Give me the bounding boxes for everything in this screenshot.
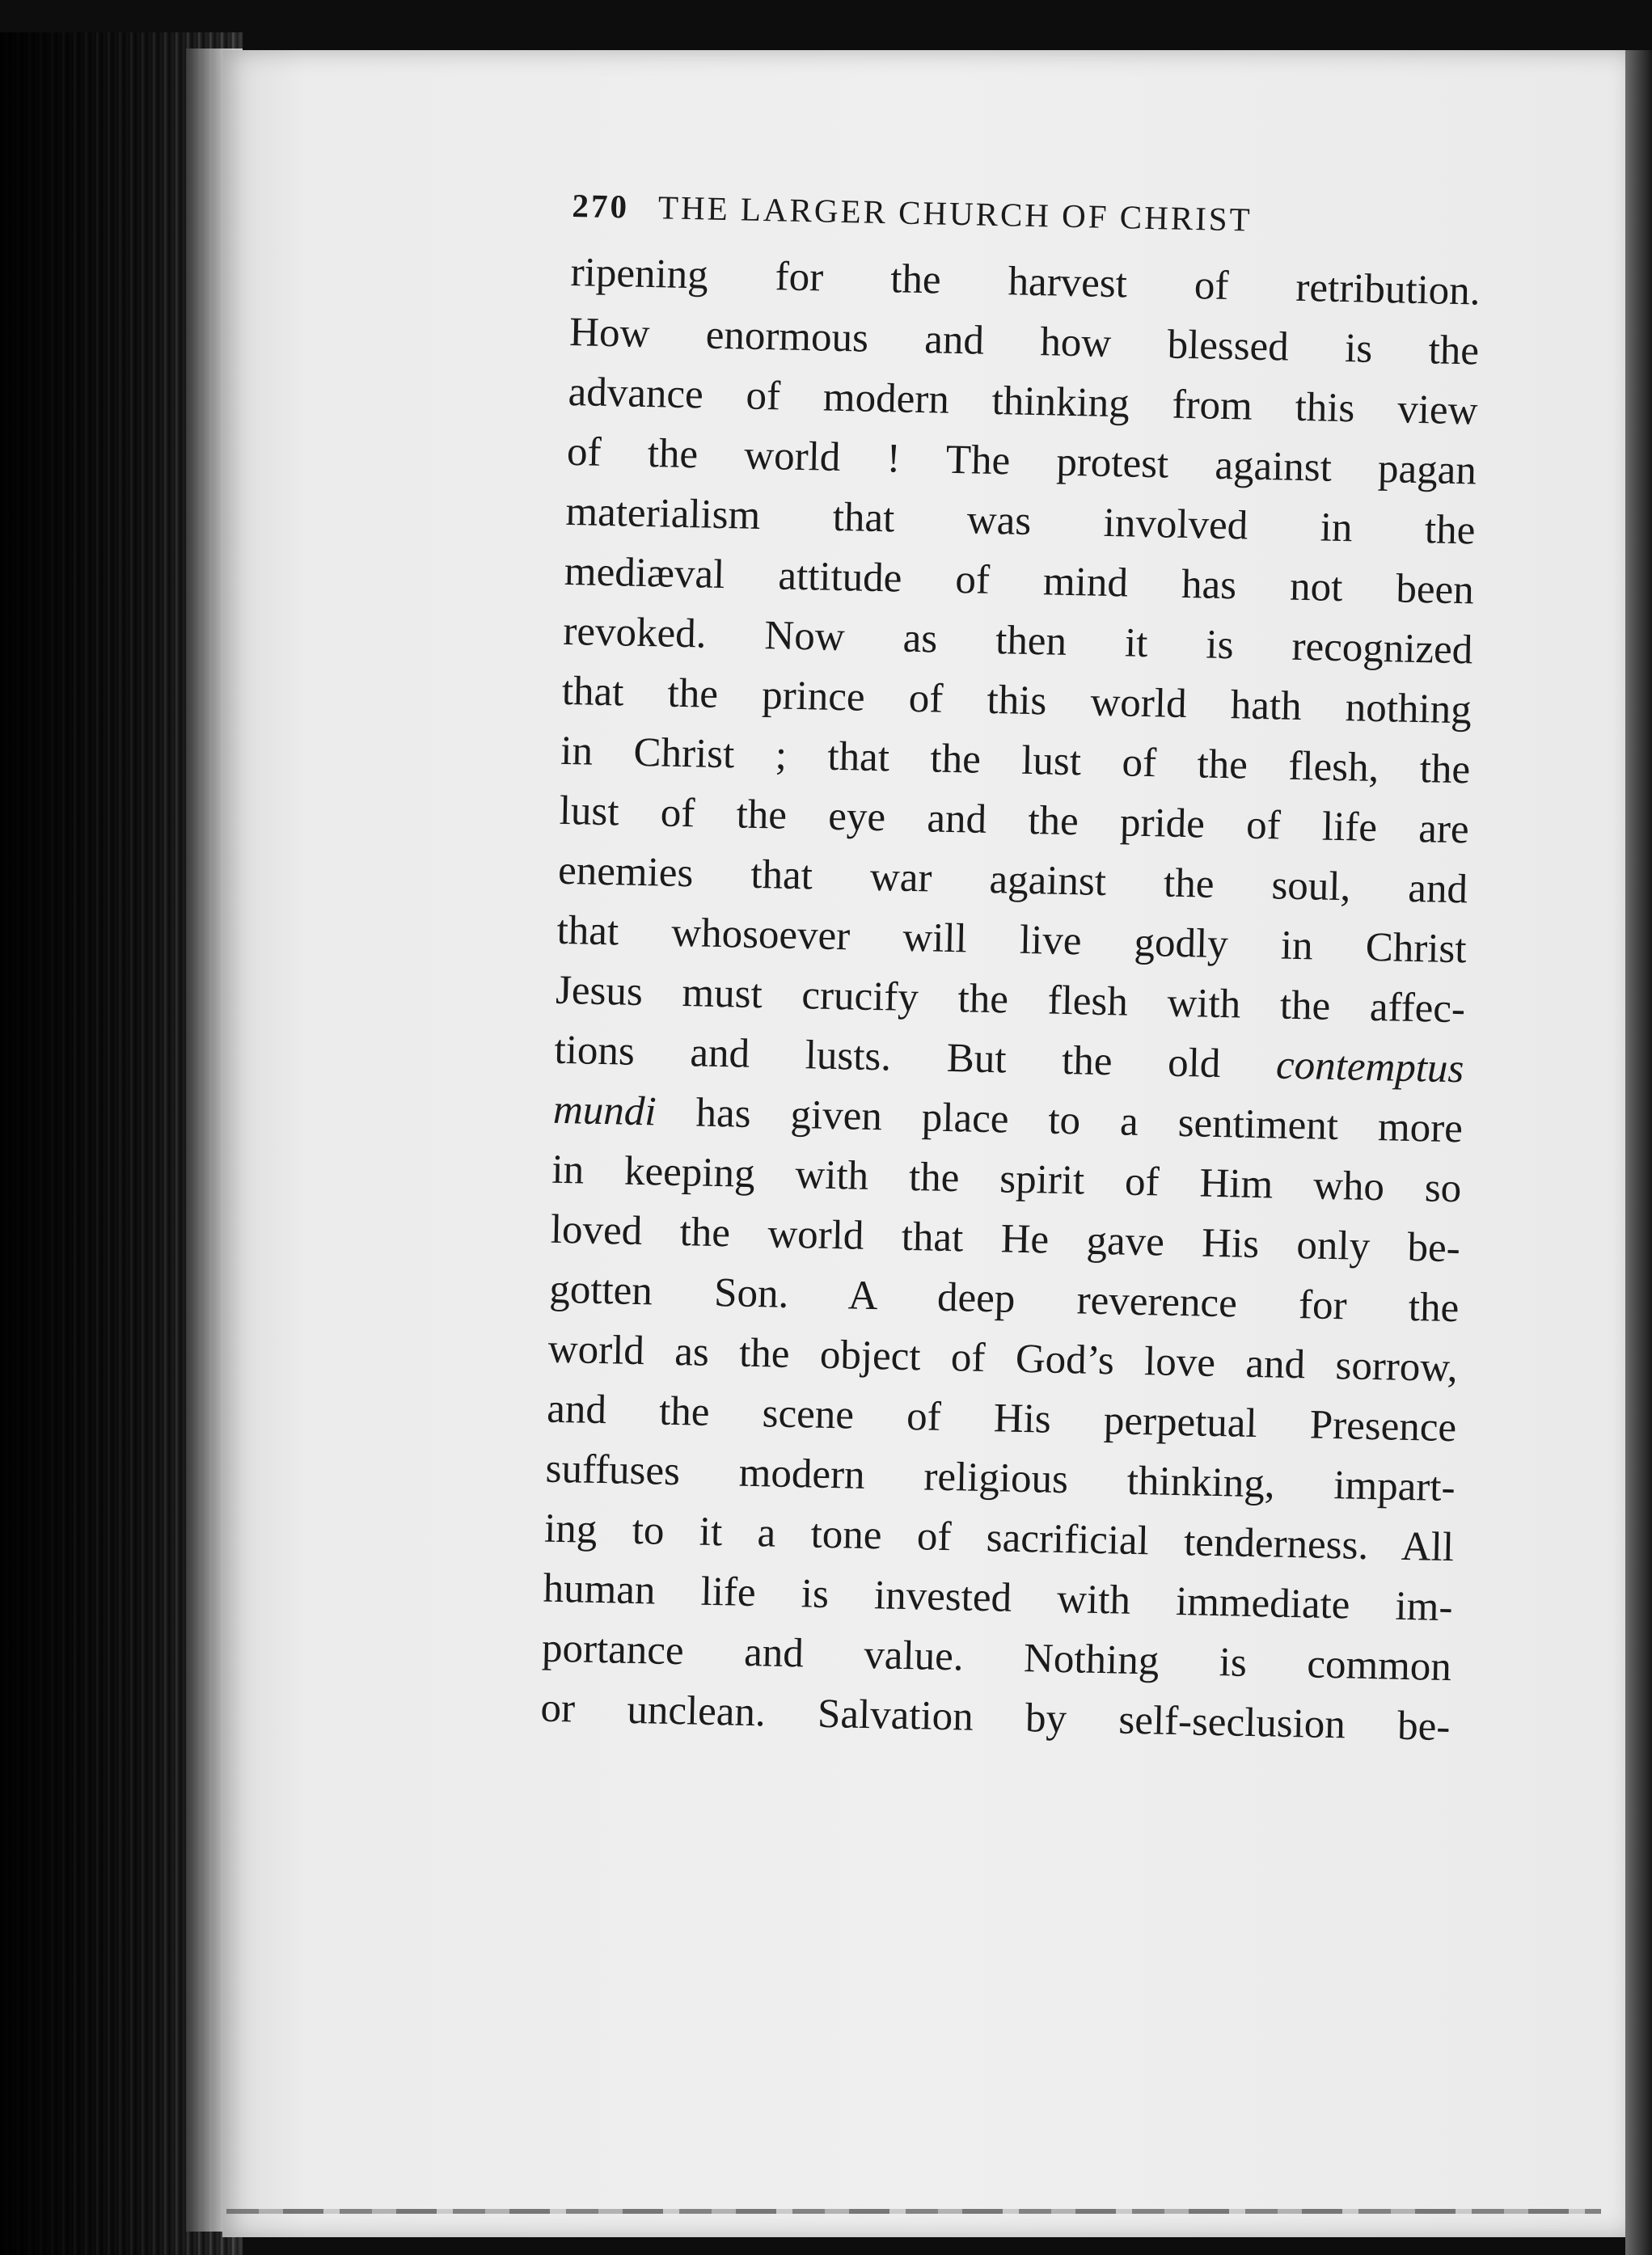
running-title: THE LARGER CHURCH OF CHRIST <box>657 188 1253 239</box>
text-line: in Christ ; that the lust of the flesh, the <box>560 728 1471 793</box>
text-line-start: tions and lusts. But the old <box>554 1027 1221 1087</box>
bottom-edge <box>226 2209 1601 2214</box>
text-line: ripening for the harvest of retribution. <box>570 249 1481 315</box>
text-line: ing to it a tone of sacrificial tenderness. All <box>543 1505 1455 1571</box>
text-line-end: has given place to a sentiment more <box>695 1090 1464 1152</box>
text-line: revoked. Now as then it is recognized <box>562 608 1473 674</box>
text-line: advance of modern thinking from this view <box>568 369 1478 434</box>
text-line: gotten Son. A deep reverence for the <box>548 1266 1460 1332</box>
text-line: in keeping with the spirit of Him who so <box>551 1147 1462 1212</box>
text-line: materialism that was involved in the <box>564 488 1476 554</box>
text-line: human life is invested with immediate im- <box>543 1565 1454 1631</box>
italic-phrase: contemptus <box>1275 1042 1464 1092</box>
text-line: suffuses modern religious thinking, impart- <box>545 1446 1456 1511</box>
text-line: world as the object of God’s love and sorrow, <box>547 1326 1459 1391</box>
text-line: How enormous and how blessed is the <box>568 309 1480 374</box>
text-line: mediæval attitude of mind has not been <box>564 548 1475 614</box>
page-text <box>540 186 1482 1757</box>
text-line: loved the world that He gave His only be- <box>550 1206 1461 1272</box>
text-line: that the prince of this world hath nothing <box>561 668 1472 733</box>
text-line: lust of the eye and the pride of life are <box>559 788 1470 853</box>
text-line: of the world ! The protest against pagan <box>566 429 1477 494</box>
text-line: and the scene of His perpetual Presence <box>546 1386 1457 1451</box>
text-line: enemies that war against the soul, and <box>557 847 1468 913</box>
page-number: 270 <box>572 186 630 226</box>
text-line: or unclean. Salvation by self-seclusion be- <box>539 1685 1451 1750</box>
text-line: Jesus must crucify the flesh with the affec- <box>555 967 1466 1032</box>
text-line: portance and value. Nothing is common <box>541 1625 1452 1691</box>
right-page-edge <box>1625 50 1652 2255</box>
italic-phrase: mundi <box>552 1087 657 1135</box>
text-line: that whosoever will live godly in Christ <box>556 907 1468 973</box>
